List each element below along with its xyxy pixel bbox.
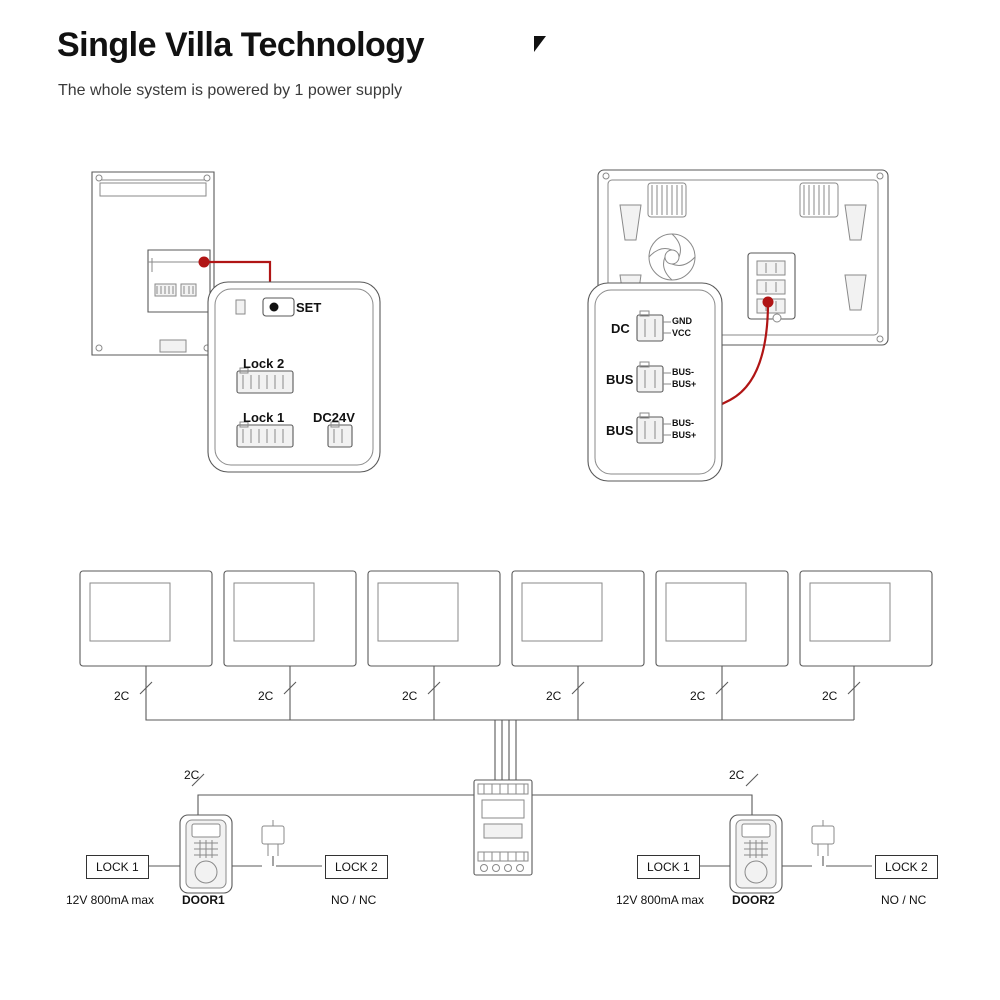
page-subtitle: The whole system is powered by 1 power supply — [58, 82, 403, 99]
monitor-wiring — [140, 666, 860, 780]
door-1-lock-right: LOCK 2 — [325, 855, 388, 879]
monitor-row-1-pin-1: BUS+ — [672, 379, 697, 389]
door-1-name: DOOR1 — [182, 893, 225, 907]
cable-label-monitor-1: 2C — [114, 689, 130, 703]
door-1-lock-left: LOCK 1 — [86, 855, 149, 879]
door-station-1 — [148, 815, 322, 893]
monitor-row-1-name: BUS — [606, 372, 634, 387]
cable-label-door-2: 2C — [729, 768, 745, 782]
dc24v-label: DC24V — [313, 410, 355, 425]
lock2-label: Lock 2 — [243, 356, 285, 371]
monitor-row-2-pin-0: BUS- — [672, 418, 694, 428]
page-title: Single Villa Technology — [57, 26, 424, 64]
monitor-row-2-name: BUS — [606, 423, 634, 438]
lock1-label: Lock 1 — [243, 410, 285, 425]
cable-label-door-1: 2C — [184, 768, 200, 782]
cable-label-monitor-6: 2C — [822, 689, 838, 703]
monitor-row-2-pin-1: BUS+ — [672, 430, 697, 440]
door-connector-panel — [208, 282, 380, 472]
monitor-row-1-pin-0: BUS- — [672, 367, 694, 377]
monitor-row-0-pin-1: VCC — [672, 328, 692, 338]
monitor-row — [80, 571, 932, 666]
cable-label-monitor-2: 2C — [258, 689, 274, 703]
door-2-name: DOOR2 — [732, 893, 775, 907]
door-station-2 — [700, 815, 872, 893]
power-supply-box — [474, 780, 532, 875]
door-station-backplate — [92, 172, 214, 355]
door-2-lock-left-note: 12V 800mA max — [616, 893, 705, 907]
cable-label-monitor-4: 2C — [546, 689, 562, 703]
door-2-lock-right-note: NO / NC — [881, 893, 927, 907]
cable-label-monitor-3: 2C — [402, 689, 418, 703]
door-2-lock-left: LOCK 1 — [637, 855, 700, 879]
door-1-lock-right-note: NO / NC — [331, 893, 377, 907]
set-label: SET — [296, 300, 322, 315]
monitor-row-0-name: DC — [611, 321, 630, 336]
cable-label-monitor-5: 2C — [690, 689, 706, 703]
door-2-lock-right: LOCK 2 — [875, 855, 938, 879]
monitor-row-0-pin-0: GND — [672, 316, 692, 326]
door-1-lock-left-note: 12V 800mA max — [66, 893, 155, 907]
